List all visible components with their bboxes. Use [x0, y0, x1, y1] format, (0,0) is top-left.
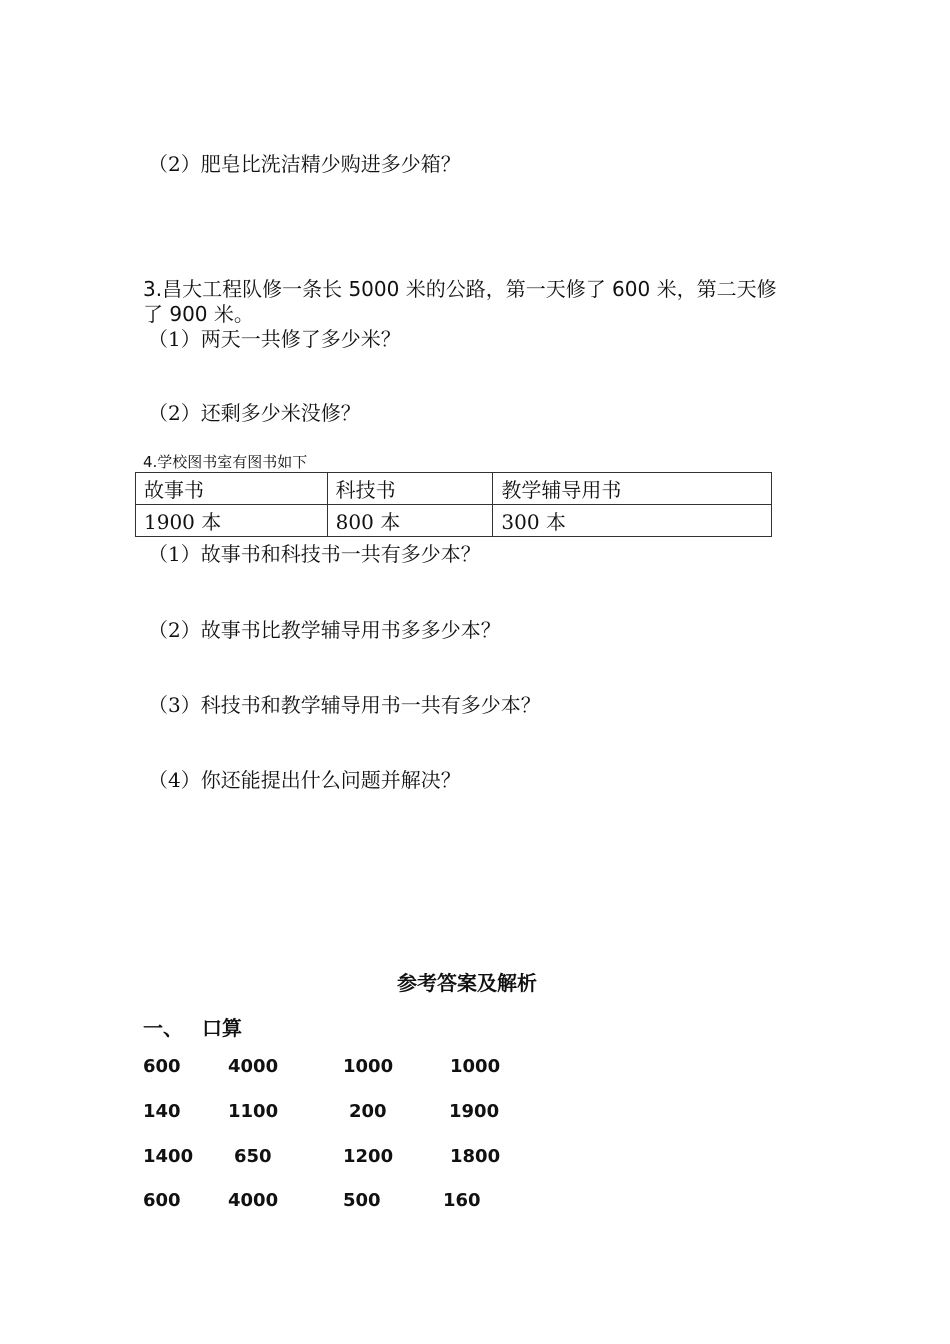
- problem4-question1: （1）故事书和科技书一共有多少本？: [148, 542, 481, 566]
- answer-value: 1800: [450, 1146, 501, 1167]
- answer-value: 1400: [143, 1146, 194, 1167]
- table-row: [136, 505, 772, 537]
- problem2-question2: （2）肥皂比洗洁精少购进多少箱？: [148, 152, 461, 176]
- answer-value: 160: [443, 1190, 481, 1211]
- problem3-question1: （1）两天一共修了多少米？: [148, 327, 401, 351]
- problem3-stem-line2: 了 900 米。: [143, 302, 254, 326]
- answer-value: 650: [234, 1146, 272, 1167]
- table-cell: 300 本: [493, 505, 772, 537]
- problem3-stem-line1: 3.昌大工程队修一条长 5000 米的公路，第一天修了 600 米，第二天修: [143, 277, 777, 301]
- table-header-cell: 故事书: [136, 473, 328, 505]
- answer-value: 600: [143, 1056, 181, 1077]
- table-cell: 800 本: [327, 505, 493, 537]
- answer-value: 500: [343, 1190, 381, 1211]
- answer-value: 200: [349, 1101, 387, 1122]
- problem4-question2: （2）故事书比教学辅导用书多多少本？: [148, 618, 501, 642]
- answer-value: 1200: [343, 1146, 394, 1167]
- problem4-question3: （3）科技书和教学辅导用书一共有多少本？: [148, 693, 541, 717]
- answer-value: 4000: [228, 1190, 279, 1211]
- answer-value: 4000: [228, 1056, 279, 1077]
- table-header-row: [136, 473, 772, 505]
- book-table: [135, 472, 772, 537]
- answers-section1-number: 一、: [143, 1016, 183, 1040]
- answer-value: 1000: [343, 1056, 394, 1077]
- answers-section1-label: 口算: [202, 1016, 242, 1040]
- answer-value: 140: [143, 1101, 181, 1122]
- table-cell: 1900 本: [136, 505, 328, 537]
- answer-value: 600: [143, 1190, 181, 1211]
- answers-title: 参考答案及解析: [397, 971, 537, 995]
- table-header-cell: 教学辅导用书: [493, 473, 772, 505]
- problem3-question2: （2）还剩多少米没修？: [148, 401, 361, 425]
- answer-value: 1100: [228, 1101, 279, 1122]
- answer-value: 1000: [450, 1056, 501, 1077]
- answer-value: 1900: [449, 1101, 500, 1122]
- problem4-stem: 4.学校图书室有图书如下: [143, 453, 308, 471]
- table-header-cell: 科技书: [327, 473, 493, 505]
- problem4-question4: （4）你还能提出什么问题并解决？: [148, 768, 461, 792]
